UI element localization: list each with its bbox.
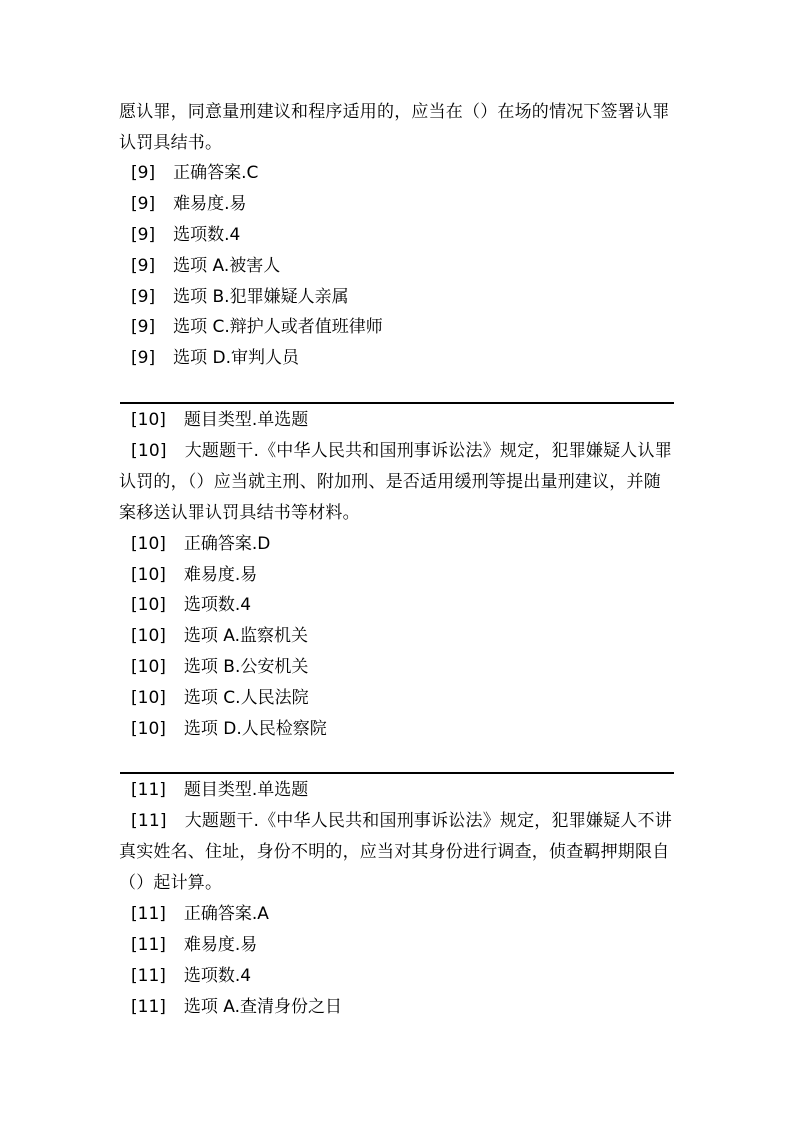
q9-option-b-line <box>131 282 349 313</box>
q11-number: [11] <box>131 966 166 986</box>
q10-number: [10] <box>131 657 166 677</box>
q10-number: [10] <box>131 534 166 554</box>
q11-type: 题目类型.单选题 <box>183 780 309 800</box>
q9-option-d-line <box>131 343 299 374</box>
q9-number: [9] <box>131 225 156 245</box>
q10-number: [10] <box>131 626 166 646</box>
q11-option-a: 选项 A.查清身份之日 <box>183 997 343 1017</box>
q11-stem-text: 大题题干.《中华人民共和国刑事诉讼法》规定，犯罪嫌疑人不讲真实姓名、住址，身份不明的，应当对其身份进行调查，侦查羁押期限自（）起计算。 <box>119 811 672 893</box>
q10-option-d-line <box>131 714 327 745</box>
q9-answer-line <box>131 158 258 189</box>
q10-option-b: 选项 B.公安机关 <box>183 657 309 677</box>
q10-stem-text: 大题题干.《中华人民共和国刑事诉讼法》规定，犯罪嫌疑人认罪认罚的，（）应当就主刑、附加刑、是否适用缓刑等提出量刑建议，并随案移送认罪认罚具结书等材料。 <box>119 441 672 523</box>
q11-difficulty-line <box>131 930 257 961</box>
question-divider <box>120 772 674 774</box>
q10-option-c: 选项 C.人民法院 <box>183 688 309 708</box>
q11-answer: 正确答案.A <box>183 904 269 924</box>
q10-number: [10] <box>131 595 166 615</box>
q10-count-line <box>131 590 251 621</box>
q11-number: [11] <box>131 904 166 924</box>
q9-difficulty: 难易度.易 <box>173 194 247 214</box>
q9-option-c-line <box>131 312 383 343</box>
q10-number: [10] <box>131 719 166 739</box>
q11-number: [11] <box>131 811 167 831</box>
q10-type-line <box>131 405 308 436</box>
q10-option-count: 选项数.4 <box>183 595 252 615</box>
q9-number: [9] <box>131 287 156 307</box>
q11-answer-line <box>131 899 269 930</box>
q9-number: [9] <box>131 163 156 183</box>
q10-option-a-line <box>131 621 308 652</box>
q11-count-line <box>131 961 251 992</box>
q10-option-c-line <box>131 683 309 714</box>
q10-answer-line <box>131 529 270 560</box>
q10-number: [10] <box>131 410 166 430</box>
q9-option-a: 选项 A.被害人 <box>173 256 281 276</box>
q9-number: [9] <box>131 317 156 337</box>
q10-answer: 正确答案.D <box>183 534 271 554</box>
q10-type: 题目类型.单选题 <box>183 410 309 430</box>
q9-option-b: 选项 B.犯罪嫌疑人亲属 <box>173 287 349 307</box>
q11-type-line <box>131 775 308 806</box>
q10-difficulty: 难易度.易 <box>183 565 258 585</box>
q11-number: [11] <box>131 997 166 1017</box>
q9-count-line <box>131 220 240 251</box>
q11-option-a-line <box>131 992 342 1023</box>
q10-stem <box>119 436 675 529</box>
q9-option-count: 选项数.4 <box>173 225 241 245</box>
q9-number: [9] <box>131 256 156 276</box>
q9-option-a-line <box>131 251 280 282</box>
q9-option-c: 选项 C.辩护人或者值班律师 <box>173 317 383 337</box>
q9-option-d: 选项 D.审判人员 <box>173 348 299 368</box>
q11-number: [11] <box>131 780 166 800</box>
q9-number: [9] <box>131 348 156 368</box>
q11-option-count: 选项数.4 <box>183 966 252 986</box>
q9-difficulty-line <box>131 189 247 220</box>
q9-answer: 正确答案.C <box>173 163 259 183</box>
q11-stem <box>119 806 675 899</box>
q9-stem-continuation: 愿认罪，同意量刑建议和程序适用的，应当在（）在场的情况下签署认罪认罚具结书。 <box>119 102 670 153</box>
q11-difficulty: 难易度.易 <box>183 935 258 955</box>
q10-number: [10] <box>131 441 167 461</box>
q10-number: [10] <box>131 565 166 585</box>
q10-option-b-line <box>131 652 308 683</box>
q10-option-a: 选项 A.监察机关 <box>183 626 309 646</box>
q10-difficulty-line <box>131 560 257 591</box>
q10-option-d: 选项 D.人民检察院 <box>183 719 327 739</box>
q10-number: [10] <box>131 688 166 708</box>
q9-number: [9] <box>131 194 156 214</box>
q11-number: [11] <box>131 935 166 955</box>
question-divider <box>120 402 674 404</box>
